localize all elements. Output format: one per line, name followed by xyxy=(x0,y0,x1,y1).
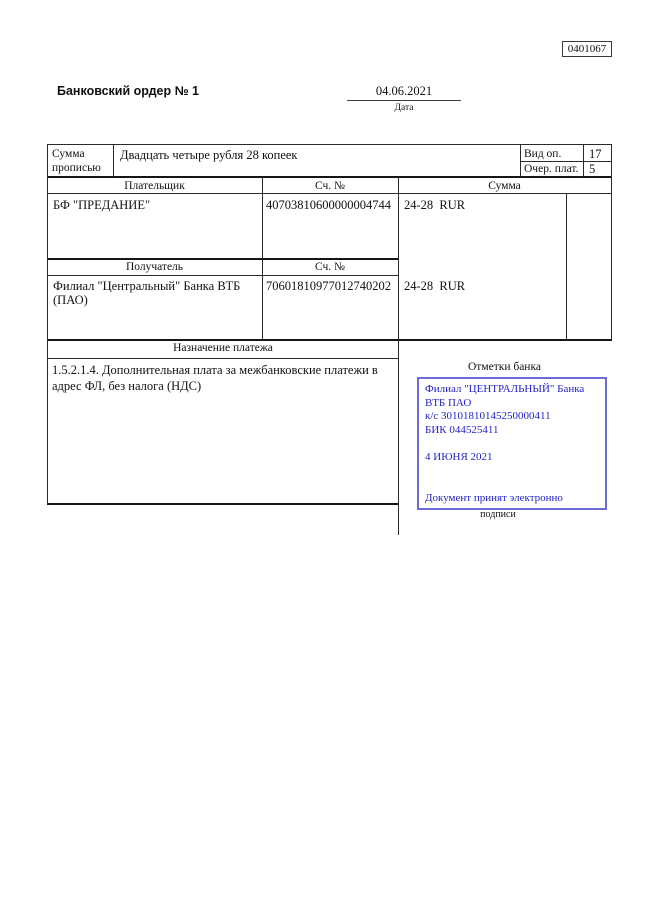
date-label: Дата xyxy=(394,103,414,113)
payer-account-column-header: Сч. № xyxy=(314,180,346,192)
payment-priority-value: 5 xyxy=(589,162,596,176)
grid-line xyxy=(262,176,263,340)
sum-column-header: Сумма xyxy=(488,180,521,192)
sum-in-words-label: Сумма прописью xyxy=(52,148,101,174)
bank-stamp xyxy=(417,377,607,510)
grid-line xyxy=(47,503,399,505)
stamp-line xyxy=(425,478,601,492)
payer-sum: 24-28 RUR xyxy=(404,198,466,212)
stamp-line: к/с 30101810145250000411 xyxy=(425,410,551,423)
purpose-text: 1.5.2.1.4. Дополнительная плата за межбанковские платежи в адрес ФЛ, без налога (НДС) xyxy=(52,363,378,393)
recipient-sum: 24-28 RUR xyxy=(404,279,466,293)
operation-type-label: Вид оп. xyxy=(524,148,562,160)
grid-line xyxy=(47,358,399,359)
grid-line xyxy=(113,144,114,177)
recipient-column-header: Получатель xyxy=(125,261,184,273)
grid-line xyxy=(47,193,612,194)
date-block xyxy=(347,84,461,114)
recipient-account: 70601810977012740202 xyxy=(266,279,391,293)
grid-line xyxy=(611,144,612,340)
stamp-line: Филиал "ЦЕНТРАЛЬНЫЙ" Банка xyxy=(425,383,585,395)
stamp-line: ВТБ ПАО xyxy=(425,396,472,409)
stamp-line xyxy=(425,465,601,479)
stamp-line: 4 ИЮНЯ 2021 xyxy=(425,450,493,463)
stamp-line xyxy=(425,437,601,451)
operation-type-value: 17 xyxy=(589,147,602,161)
grid-line xyxy=(47,144,48,504)
recipient-account-column-header: Сч. № xyxy=(314,261,346,273)
grid-line xyxy=(47,339,612,341)
signatures-label: подписи xyxy=(480,509,516,520)
payer-column-header: Плательщик xyxy=(124,180,185,192)
bank-marks-header: Отметки банка xyxy=(468,361,541,373)
form-code-box xyxy=(562,41,612,57)
sum-in-words-value: Двадцать четыре рубля 28 копеек xyxy=(120,148,298,162)
page-title: Банковский ордер № 1 xyxy=(57,84,199,98)
grid-line xyxy=(520,144,521,177)
payer-name: БФ "ПРЕДАНИЕ" xyxy=(53,198,151,212)
grid-line xyxy=(398,176,399,535)
date-value: 04.06.2021 xyxy=(347,84,461,101)
purpose-header: Назначение платежа xyxy=(173,342,273,354)
grid-line xyxy=(566,193,567,340)
recipient-name: Филиал "Центральный" Банка ВТБ (ПАО) xyxy=(53,279,241,307)
payment-priority-label: Очер. плат. xyxy=(524,163,579,175)
grid-line xyxy=(47,144,612,145)
grid-line xyxy=(47,275,399,276)
grid-line xyxy=(47,176,612,178)
grid-line xyxy=(583,144,584,177)
payer-account: 40703810600000004744 xyxy=(266,198,391,212)
stamp-line: БИК 044525411 xyxy=(425,423,499,436)
grid-line xyxy=(47,258,399,260)
form-code: 0401067 xyxy=(567,43,607,55)
stamp-line: Документ принят электронно xyxy=(425,491,563,504)
